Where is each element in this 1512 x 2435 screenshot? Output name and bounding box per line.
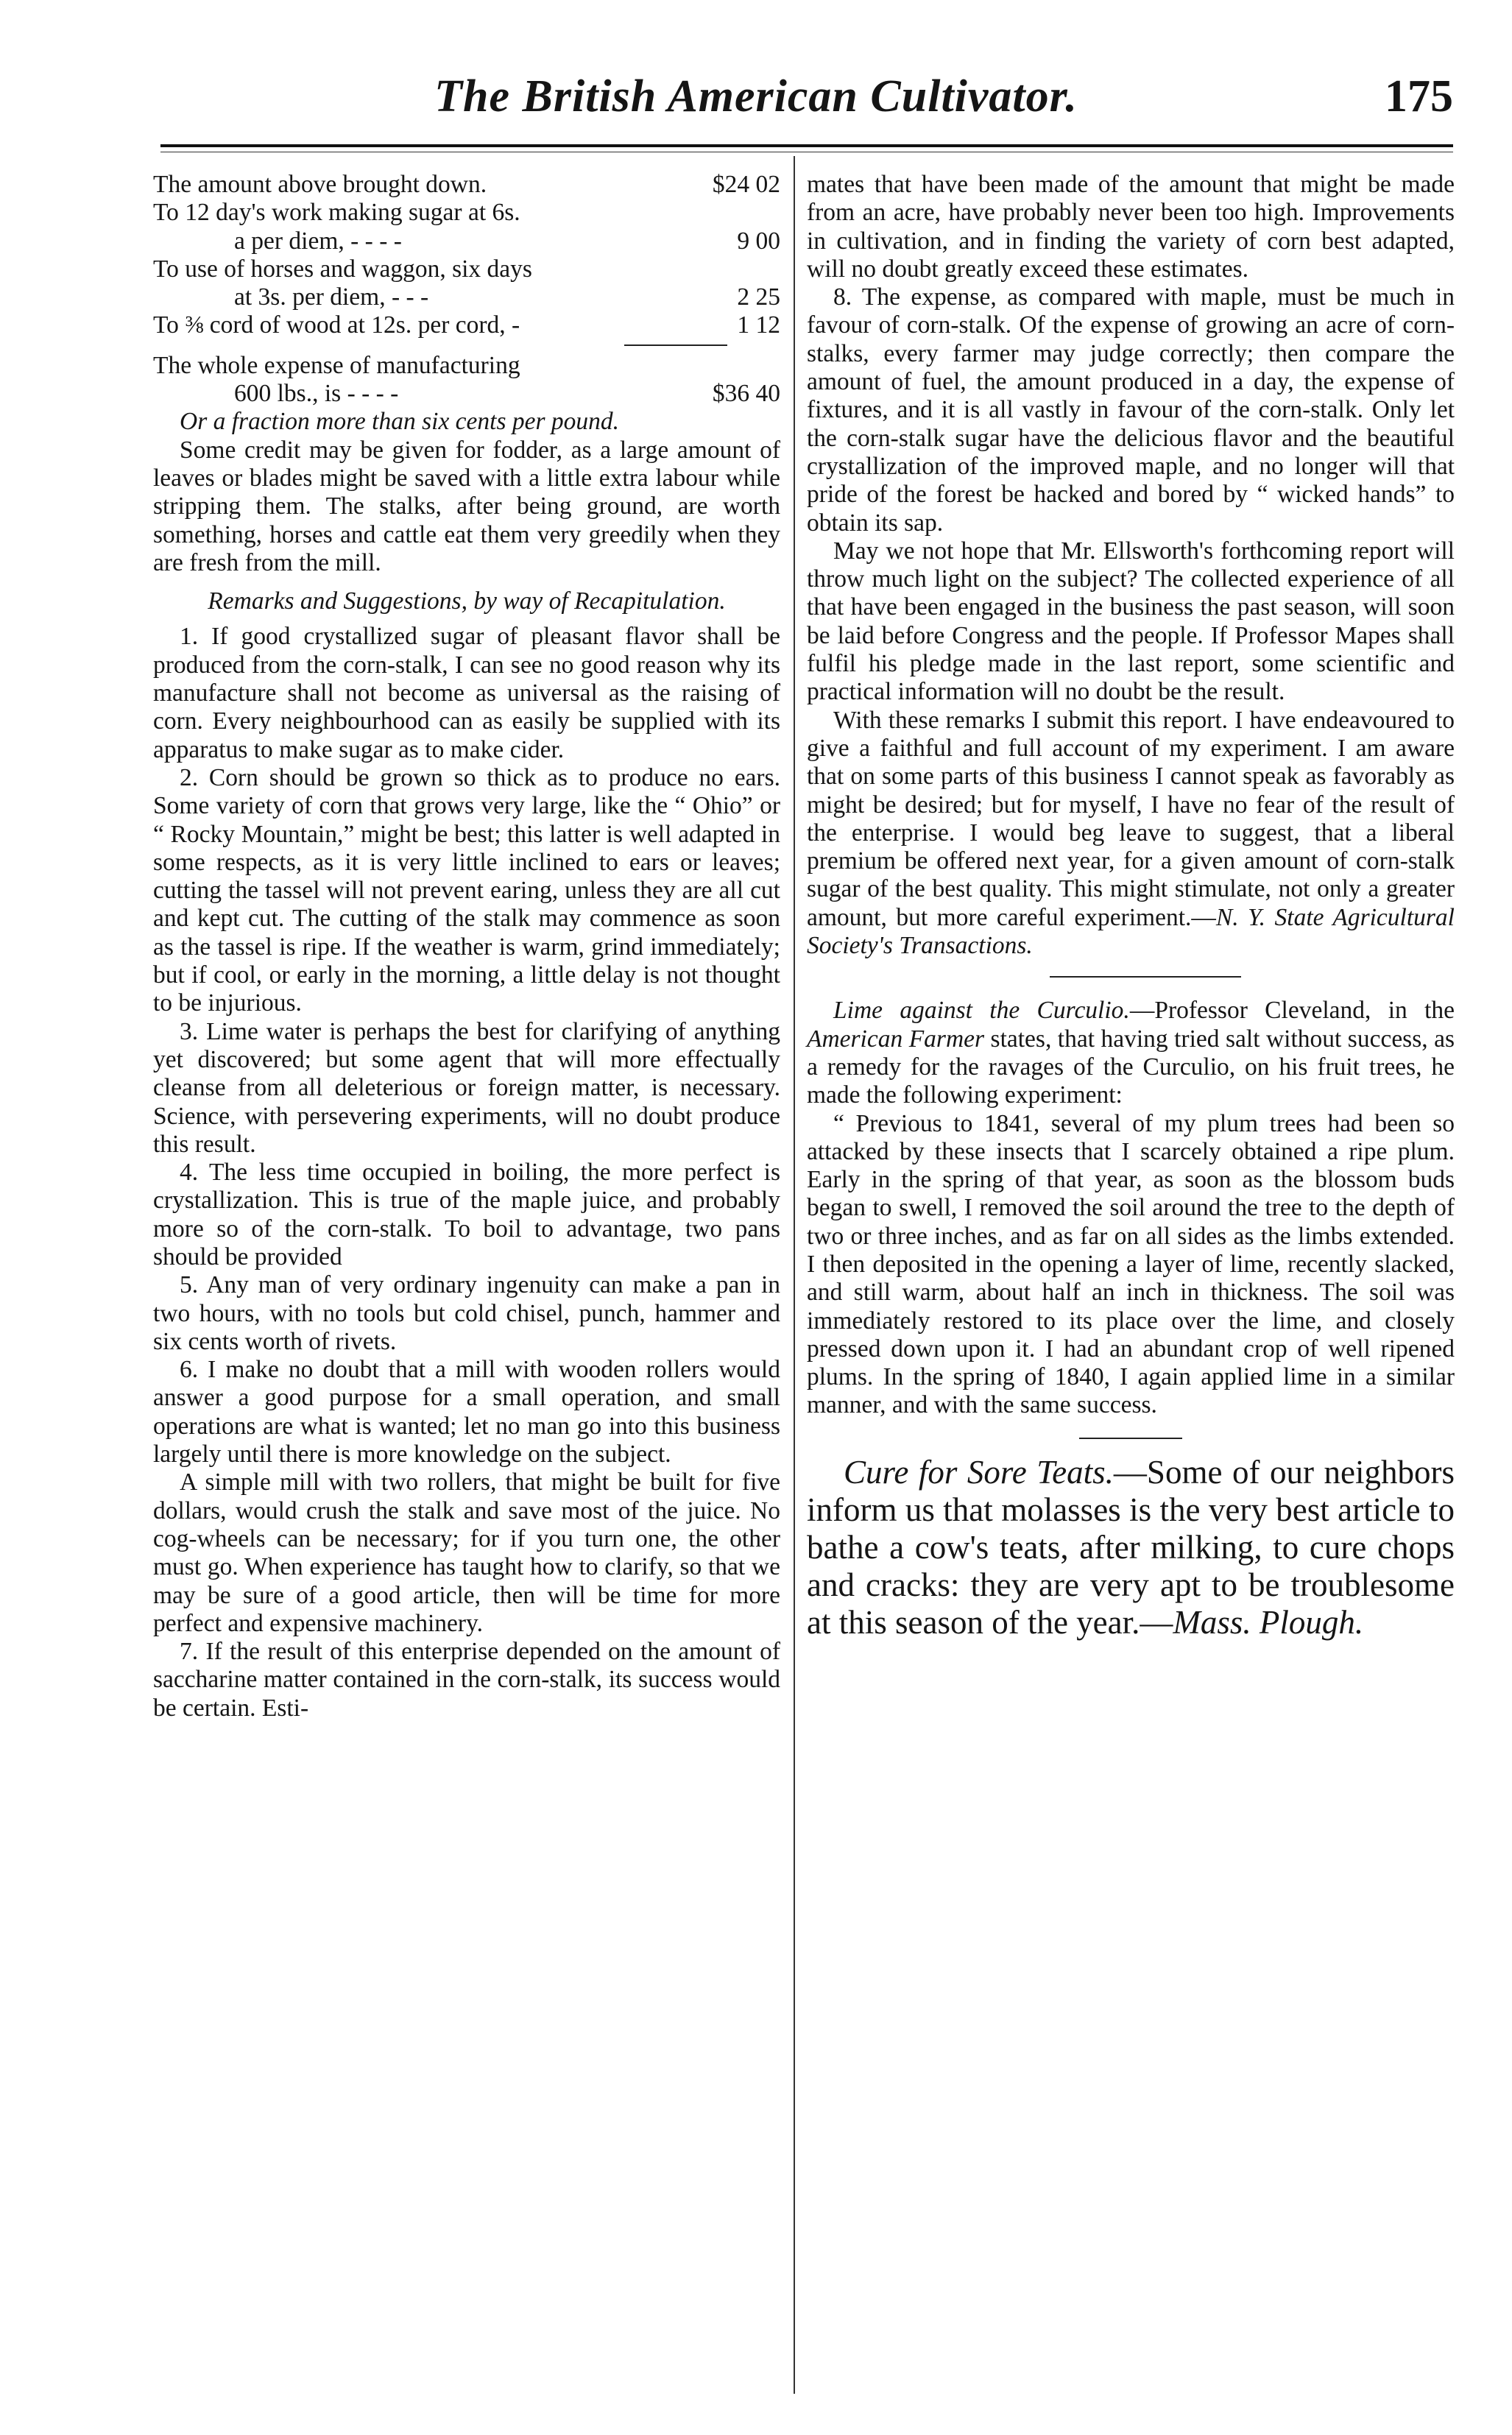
remark-item-2: 2. Corn should be grown so thick as to produce no ears. Some variety of corn that grows very large, like the “ Ohio” or “ Rocky Mountain,” might be best; this latter is well adapted in some respects, as it is very little inclined to ears or leaves; cutting the tassel will not prevent earing, unless they are all cut and kept cut. The cutting of the stalk may commence as soon as the tassel is ripe. If the weather is warm, grind immediately; but if cool, or early in the morning, a little delay is not thought to be injurious. <box>153 763 780 1017</box>
cure-text: —Some of our neighbors inform us that molasses is the very best article to bathe a cow's teats, after milking, to cure chops and cracks: they are very apt to be troublesome at this season of the year.— <box>807 1453 1455 1641</box>
account-amount: 1 12 <box>737 311 780 339</box>
account-total: $36 40 <box>712 380 780 408</box>
fraction-note: Or a fraction more than six cents per pound. <box>180 408 620 436</box>
account-amount: $24 02 <box>712 171 780 198</box>
remark-item-8: 8. The expense, as compared with maple, must be much in favour of corn-stalk. Of the expense of growing an acre of corn-stalks, every farmer may judge correctly; then compare the amount of fuel, the amount produced in a day, the expense of fixtures, and it is all vastly in favour of the corn-stalk. Only let the corn-stalk sugar have the delicious flavor and the beautiful crystallization of the improved maple, and no longer will that pride of the forest be hacked and bored by “ wicked hands” to obtain its sap. <box>807 283 1455 537</box>
account-row <box>153 227 780 255</box>
estimates-paragraph: mates that have been made of the amount that might be made from an acre, have probably never been too high. Improvements in cultivation, and in finding the variety of corn best adapted, will no doubt greatly exceed these estimates. <box>807 171 1455 283</box>
remark-item-7: 7. If the result of this enterprise depended on the amount of saccharine matter contained in the corn-stalk, its success would be certain. Esti- <box>153 1638 780 1722</box>
header-rule <box>160 144 1453 147</box>
account-label: To 12 day's work making sugar at 6s. <box>153 199 520 227</box>
account-row <box>153 283 780 311</box>
page-number: 175 <box>1385 71 1453 121</box>
remark-item-4: 4. The less time occupied in boiling, the more perfect is crystallization. This is true of the maple juice, and probably more so of the corn-stalk. To boil to advantage, two pans should be provided <box>153 1159 780 1270</box>
account-row <box>153 352 780 380</box>
left-column <box>153 171 780 1722</box>
account-row <box>153 199 780 227</box>
column-divider <box>794 156 795 2394</box>
expense-account <box>153 171 780 408</box>
section-rule <box>1050 976 1241 978</box>
account-label: The amount above brought down. <box>153 171 487 198</box>
account-row <box>153 171 780 199</box>
lime-article <box>807 997 1455 1109</box>
account-label: To ⅜ cord of wood at 12s. per cord, - <box>153 311 520 339</box>
account-row <box>153 255 780 283</box>
fodder-paragraph: Some credit may be given for fodder, as a large amount of leaves or blades might be saved with a little extra labour while stripping them. The stalks, after being ground, are worth something, horses and cattle eat them very greedily when they are fresh from the mill. <box>153 436 780 576</box>
mill-paragraph: A simple mill with two rollers, that might be built for five dollars, would crush the stalk and save most of the juice. No cog-wheels can be necessary; for if you turn one, the other must go. When experience has taught how to clarify, so that we may be sure of a good article, then will be time for more perfect and expensive machinery. <box>153 1469 780 1637</box>
lime-quote: “ Previous to 1841, several of my plum trees had been so attacked by these insects that I scarcely obtained a ripe plum. Early in the spring of that year, as soon as the blossom buds began to swell, I removed the soil around the tree to the depth of two or three inches, and as far on all sides as the limbs extended. I then deposited in the opening a layer of lime, recently slacked, and still warm, about half an inch in thickness. The soil was immediately restored to its place over the lime, and closely pressed down upon it. I had an abundant crop of well ripened plums. In the spring of 1840, I again applied lime in a similar manner, and with the same success. <box>807 1109 1455 1419</box>
submit-paragraph <box>807 707 1455 961</box>
remark-item-1: 1. If good crystallized sugar of pleasant flavor shall be produced from the corn-stalk, I can see no good reason why its manufacture shall not become as universal as the raising of corn. Every neighbourhood can as easily be supplied with its apparatus to make sugar as to make cider. <box>153 623 780 763</box>
lime-publication: American Farmer <box>807 1025 985 1053</box>
lime-intro-a: —Professor Cleveland, in the <box>1129 997 1455 1025</box>
remark-item-3: 3. Lime water is perhaps the best for clarifying of anything yet discovered; but some agent that will more effectually cleanse from all deleterious or foreign matter, is necessary. Science, with persevering experiments, will no doubt produce this result. <box>153 1017 780 1158</box>
cure-title: Cure for Sore Teats. <box>844 1453 1114 1491</box>
account-row <box>153 311 780 339</box>
account-amount: 9 00 <box>737 227 780 255</box>
section-rule <box>1079 1438 1182 1439</box>
remarks-heading: Remarks and Suggestions, by way of Recapitulation. <box>208 587 726 615</box>
account-label: The whole expense of manufacturing <box>153 351 520 379</box>
account-label: To use of horses and waggon, six days <box>153 255 532 283</box>
page-title: The British American Cultivator. <box>434 71 1078 121</box>
lime-intro-b: states, that having tried salt without success, as a remedy for the ravages of the Curculio, on his fruit trees, he made the following experiment: <box>807 1025 1455 1109</box>
right-column <box>807 171 1455 1641</box>
submit-text: With these remarks I submit this report. I have endeavoured to give a faithful and full account of my experiment. I am aware that on some parts of this business I cannot speak as favorably as might be desired; but for myself, I have no fear of the result of the enterprise. I would beg leave to suggest, that a liberal premium be offered next year, for a given amount of corn-stalk sugar of the best quality. This might stimulate, not only a greater amount, but more careful experiment.— <box>807 706 1455 931</box>
report-source: N. Y. State Agricultural Society's Transactions. <box>807 903 1455 960</box>
sum-rule <box>624 344 727 346</box>
cure-source: Mass. Plough. <box>1173 1603 1364 1641</box>
account-label: a per diem, - - - - <box>234 227 402 255</box>
account-label: at 3s. per diem, - - - <box>234 283 429 311</box>
account-total-row <box>153 380 780 408</box>
remark-item-5: 5. Any man of very ordinary ingenuity can make a pan in two hours, with no tools but cold chisel, punch, hammer and six cents worth of rivets. <box>153 1271 780 1355</box>
account-amount: 2 25 <box>737 283 780 311</box>
lime-title: Lime against the Curculio. <box>833 997 1130 1025</box>
ellsworth-paragraph: May we not hope that Mr. Ellsworth's forthcoming report will throw much light on the subject? The collected experience of all that have been engaged in the business the past season, will soon be laid before Congress and the people. If Professor Mapes shall fulfil his pledge made in the last report, some scientific and practical information will no doubt be the result. <box>807 537 1455 706</box>
account-label: 600 lbs., is - - - - <box>234 380 399 408</box>
remark-item-6: 6. I make no doubt that a mill with wooden rollers would answer a good purpose for a small operation, and small operations are what is wanted; let no man go into this business largely until there is more knowledge on the subject. <box>153 1356 780 1469</box>
cure-article <box>807 1454 1455 1641</box>
